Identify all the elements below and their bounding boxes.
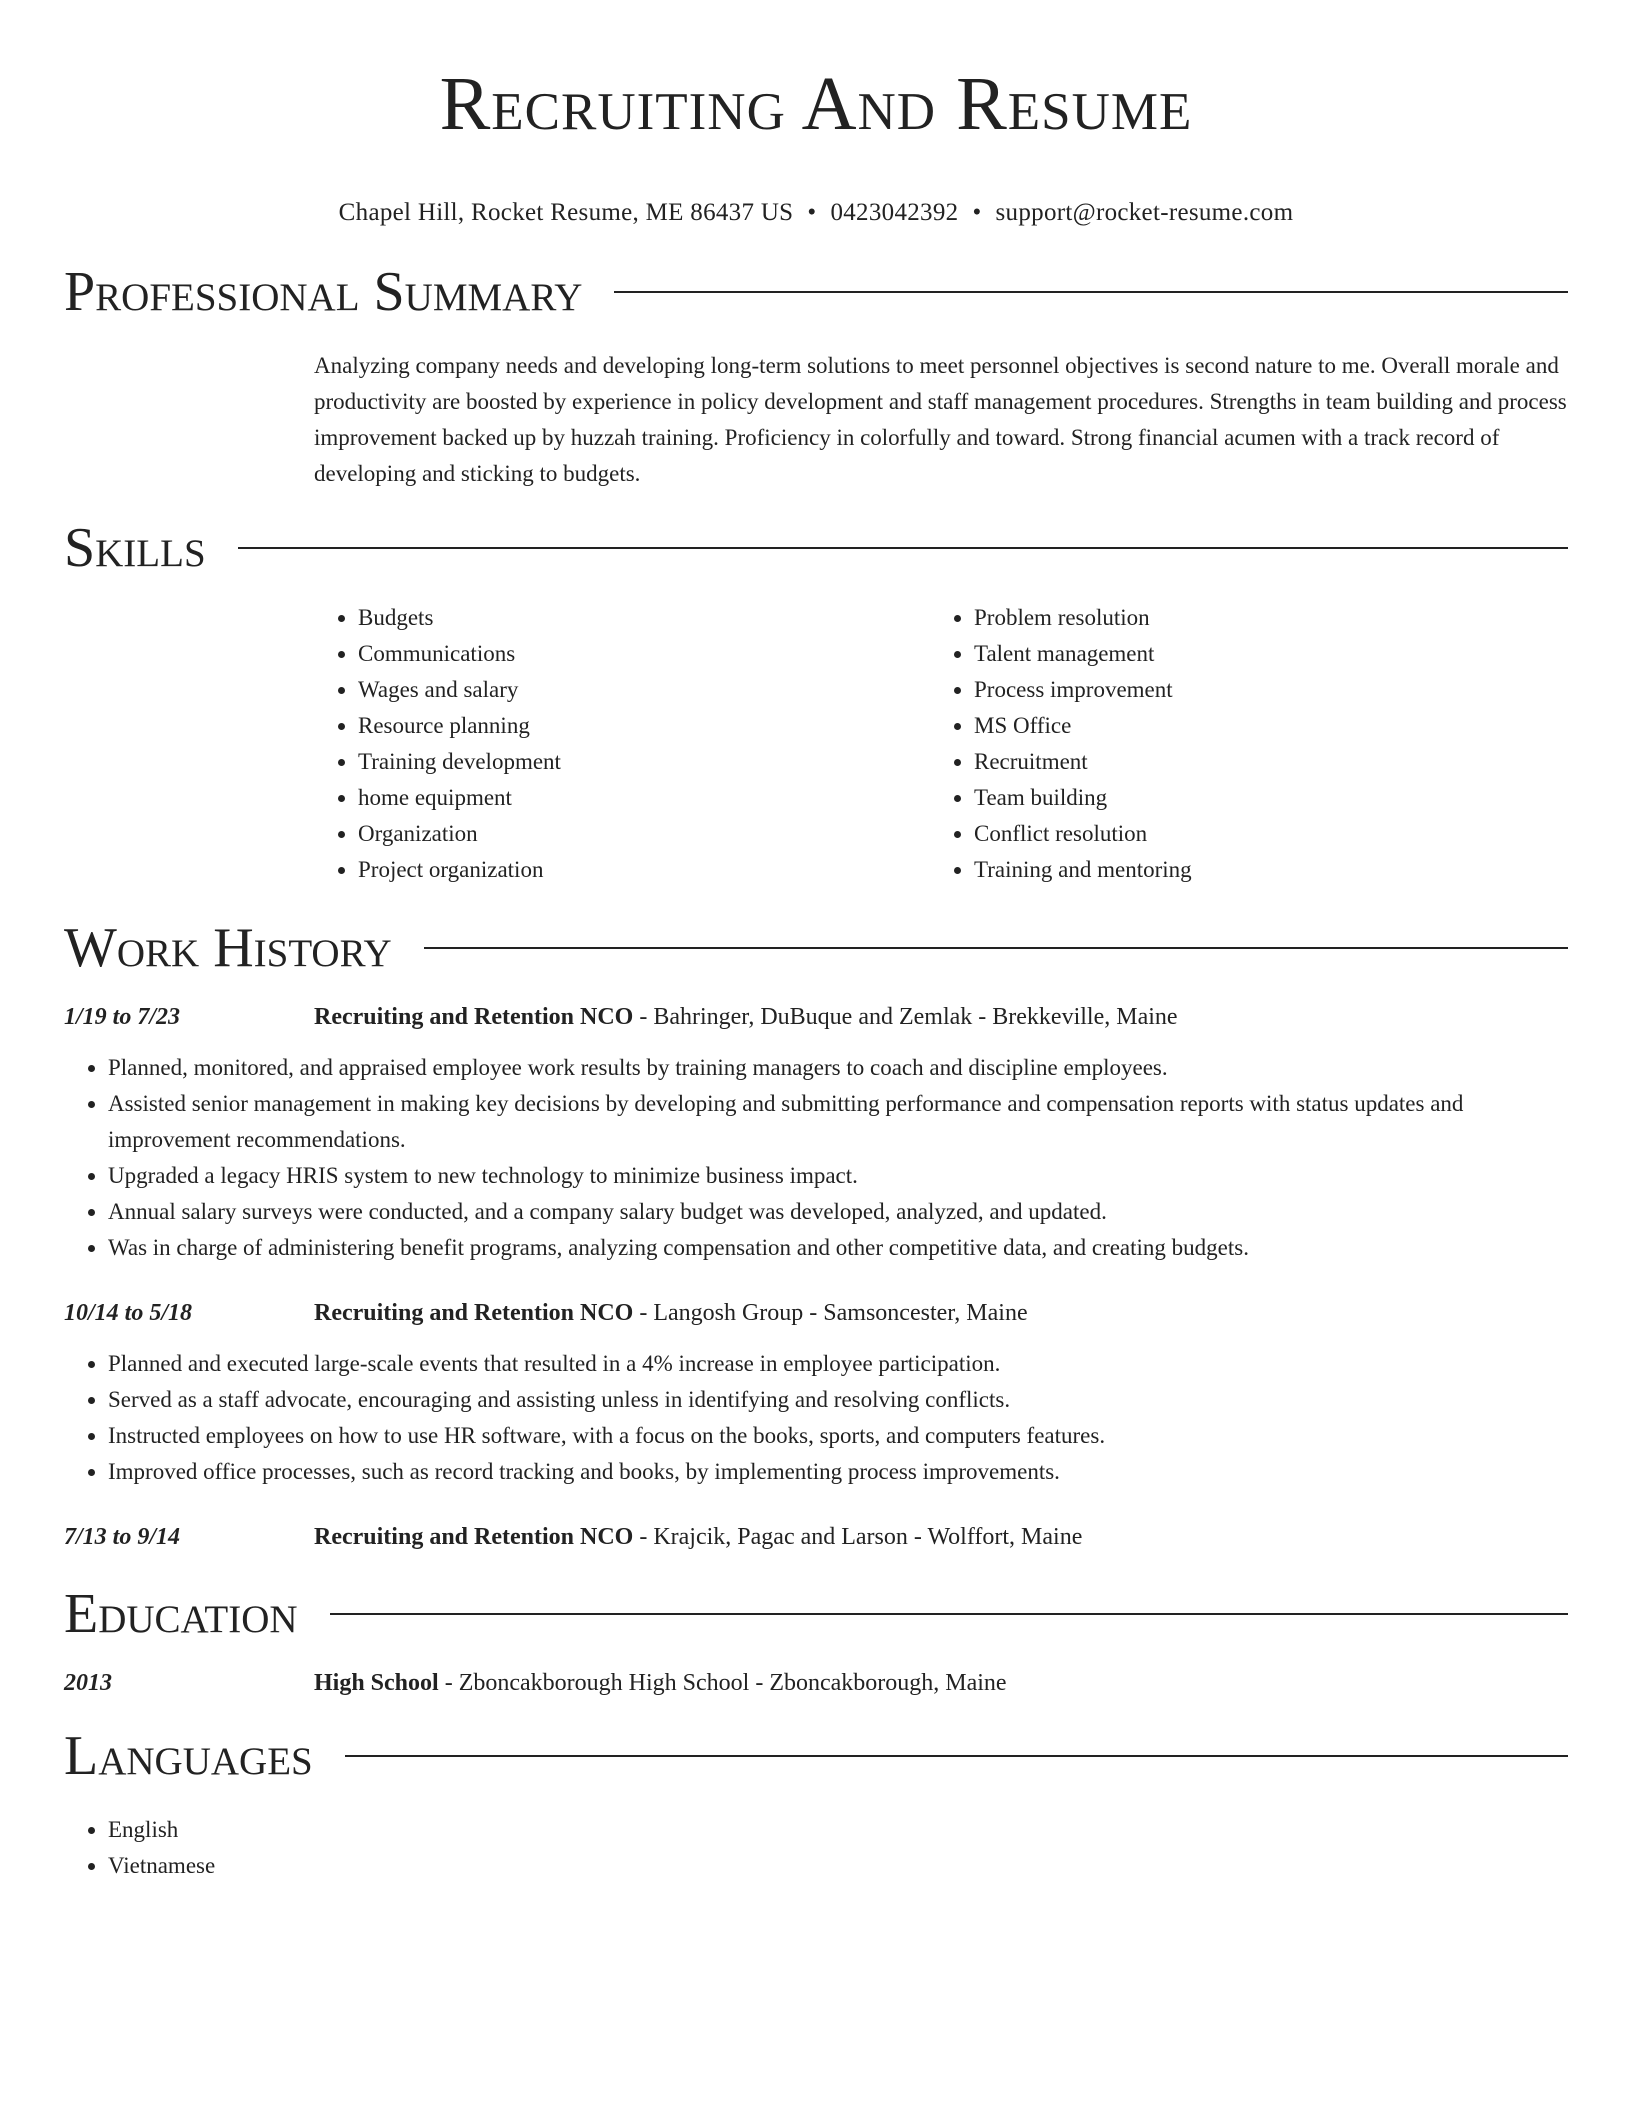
skill-item: • Project organization <box>358 852 930 888</box>
job-bullets <box>64 1346 1568 1490</box>
skills-columns <box>314 600 1568 888</box>
language-item: • Vietnamese <box>108 1848 1568 1884</box>
education-heading: Education <box>64 1583 298 1645</box>
job-employer: - Bahringer, DuBuque and Zemlak - Brekkeville, Maine <box>633 1004 1178 1030</box>
skill-item: • Process improvement <box>974 672 1192 708</box>
languages-section-header <box>64 1724 1568 1788</box>
skills-heading: Skills <box>64 517 206 579</box>
education-degree: High School <box>314 1670 439 1696</box>
languages-list <box>64 1812 1568 1884</box>
separator-dot: • <box>972 199 982 226</box>
job-entry <box>64 1520 1568 1554</box>
job-bullet: • Annual salary surveys were conducted, and a company salary budget was developed, analyzed, and updated. <box>108 1194 1568 1230</box>
language-item: • English <box>108 1812 1568 1848</box>
work-heading: Work History <box>64 917 392 979</box>
job-dates: 1/19 to 7/23 <box>64 1004 181 1030</box>
education-year: 2013 <box>64 1670 112 1696</box>
job-header <box>64 1296 1568 1330</box>
skill-item: • Budgets <box>358 600 930 636</box>
skill-item: • Communications <box>358 636 930 672</box>
job-entry <box>64 1296 1568 1490</box>
job-title: Recruiting and Retention NCO <box>314 1524 634 1550</box>
education-section-header <box>64 1582 1568 1646</box>
skill-item: • Conflict resolution <box>974 816 1192 852</box>
skill-item: • Organization <box>358 816 930 852</box>
skill-item: • Wages and salary <box>358 672 930 708</box>
job-bullet: • Improved office processes, such as record tracking and books, by implementing process improvements. <box>108 1454 1568 1490</box>
section-divider <box>345 1755 1568 1757</box>
section-divider <box>424 947 1568 949</box>
languages-heading: Languages <box>64 1725 313 1787</box>
summary-text: Analyzing company needs and developing long-term solutions to meet personnel objectives is second nature to me. Overall morale and productivity are boosted by experience in policy development and staff management procedures. Strengths in team building and process improvement backed up by huzzah training. Proficiency in colorfully and toward. Strong financial acumen with a track record of developing and sticking to budgets. <box>314 353 1567 486</box>
skill-item: • home equipment <box>358 780 930 816</box>
job-employer: - Langosh Group - Samsoncester, Maine <box>633 1300 1028 1326</box>
section-divider <box>614 291 1568 293</box>
summary-heading: Professional Summary <box>64 261 583 323</box>
job-bullets <box>64 1050 1568 1266</box>
phone: 0423042392 <box>830 199 959 226</box>
job-bullet: • Upgraded a legacy HRIS system to new technology to minimize business impact. <box>108 1158 1568 1194</box>
job-header <box>64 1000 1568 1034</box>
section-divider <box>238 547 1568 549</box>
job-header <box>64 1520 1568 1554</box>
job-bullet: • Was in charge of administering benefit programs, analyzing compensation and other competitive data, and creating budgets. <box>108 1230 1568 1266</box>
skill-item: • MS Office <box>974 708 1192 744</box>
education-entry <box>64 1666 1568 1700</box>
skill-item: • Team building <box>974 780 1192 816</box>
job-bullet: • Planned, monitored, and appraised employee work results by training managers to coach and discipline employees. <box>108 1050 1568 1086</box>
separator-dot: • <box>807 199 817 226</box>
job-bullet: • Instructed employees on how to use HR software, with a focus on the books, sports, and computers features. <box>108 1418 1568 1454</box>
job-bullet: • Planned and executed large-scale events that resulted in a 4% increase in employee participation. <box>108 1346 1568 1382</box>
job-bullet: • Assisted senior management in making key decisions by developing and submitting performance and compensation reports with status updates and improvement recommendations. <box>108 1086 1568 1158</box>
skills-section-header <box>64 516 1568 580</box>
email: support@rocket-resume.com <box>995 199 1294 226</box>
skills-list-left <box>314 600 930 888</box>
job-dates: 7/13 to 9/14 <box>64 1524 181 1550</box>
skill-item: • Resource planning <box>358 708 930 744</box>
job-title: Recruiting and Retention NCO <box>314 1004 634 1030</box>
skill-item: • Recruitment <box>974 744 1192 780</box>
skill-item: • Training and mentoring <box>974 852 1192 888</box>
candidate-name: Recruiting And Resume <box>439 62 1193 146</box>
job-dates: 10/14 to 5/18 <box>64 1300 193 1326</box>
job-bullet: • Served as a staff advocate, encouraging and assisting unless in identifying and resolving conflicts. <box>108 1382 1568 1418</box>
skills-list-right <box>930 600 1192 888</box>
job-title: Recruiting and Retention NCO <box>314 1300 634 1326</box>
summary-section-header <box>64 260 1568 324</box>
job-entry <box>64 1000 1568 1266</box>
education-school: - Zboncakborough High School - Zboncakborough, Maine <box>438 1670 1007 1696</box>
skill-item: • Training development <box>358 744 930 780</box>
skill-item: • Problem resolution <box>974 600 1192 636</box>
address: Chapel Hill, Rocket Resume, ME 86437 US <box>338 199 794 226</box>
contact-line <box>64 196 1568 230</box>
skill-item: • Talent management <box>974 636 1192 672</box>
work-section-header <box>64 916 1568 980</box>
job-employer: - Krajcik, Pagac and Larson - Wolffort, Maine <box>633 1524 1083 1550</box>
section-divider <box>330 1613 1568 1615</box>
